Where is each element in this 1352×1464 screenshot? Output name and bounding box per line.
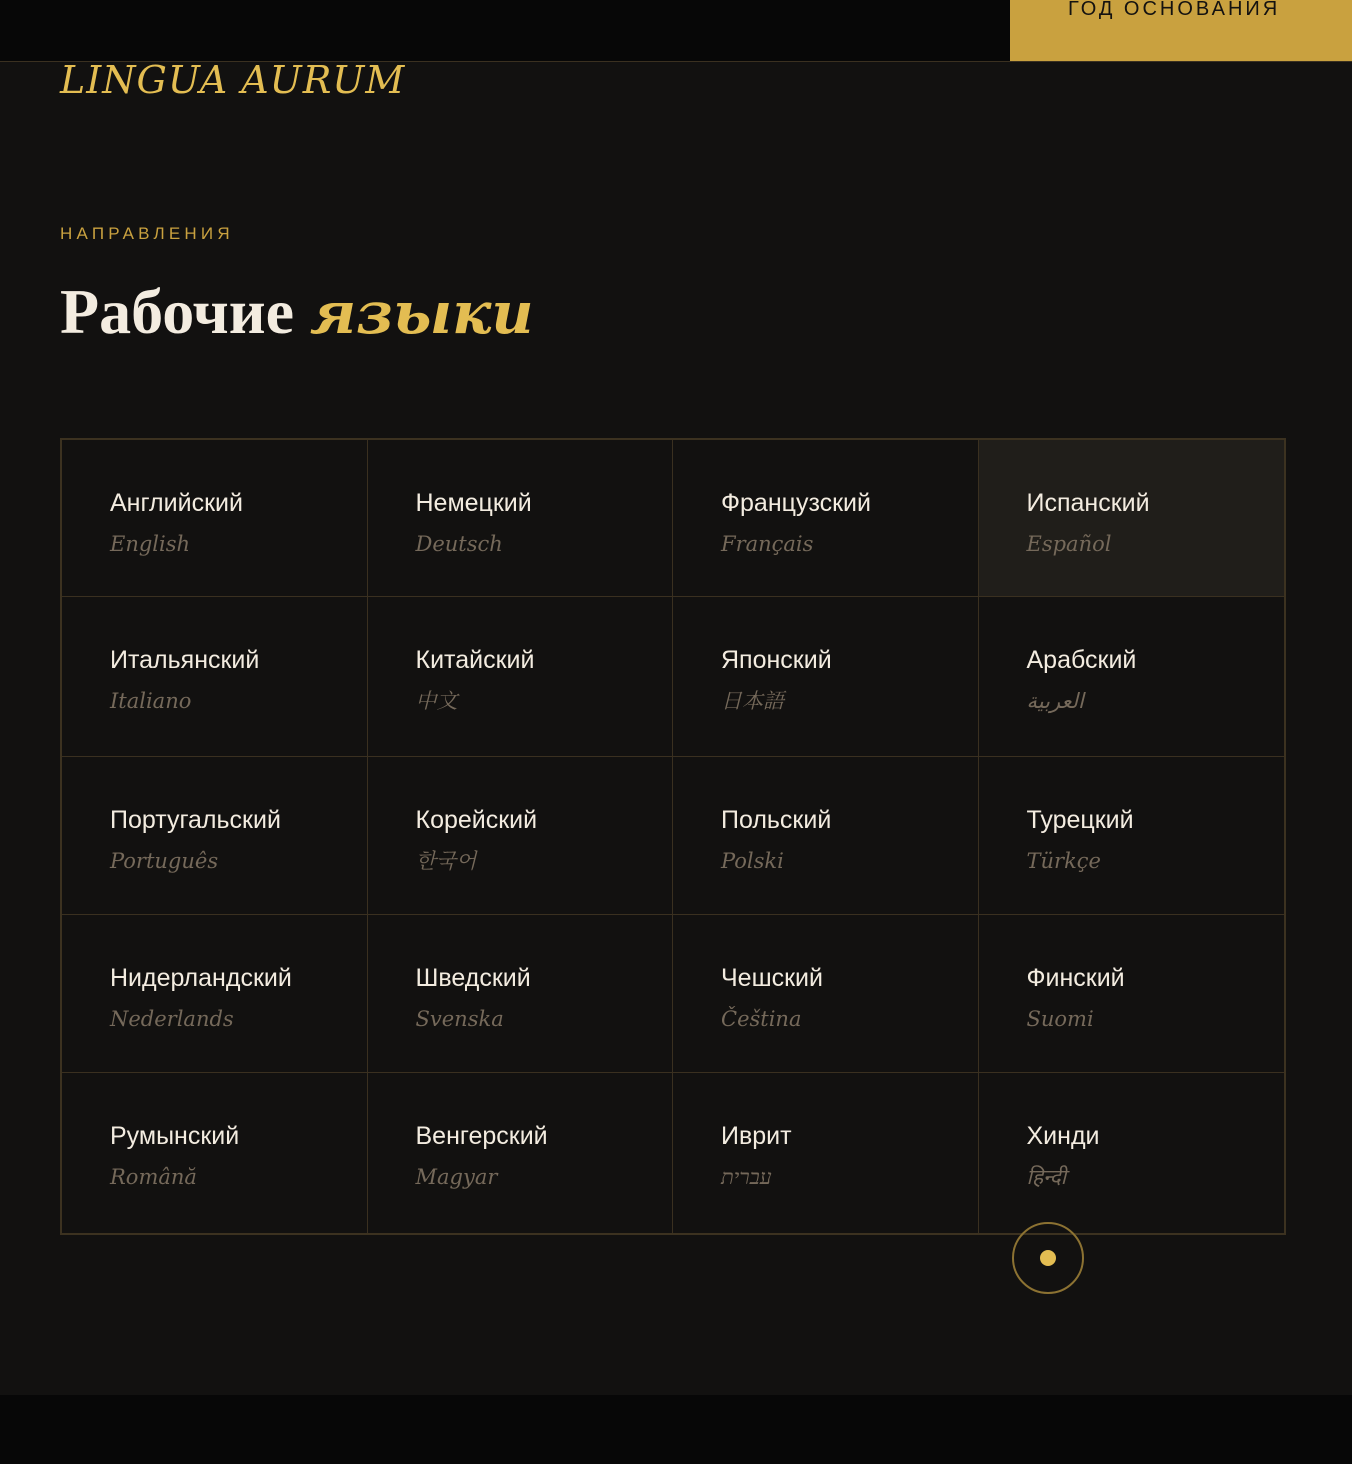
language-name-ru: Корейский [415, 806, 538, 834]
language-name-ru: Португальский [110, 806, 281, 834]
language-card[interactable] [979, 757, 1285, 915]
language-card[interactable] [979, 440, 1285, 597]
language-name-native: Suomi [1026, 1007, 1094, 1031]
language-card[interactable] [62, 915, 368, 1073]
language-card[interactable] [979, 915, 1285, 1073]
language-card[interactable] [368, 1073, 674, 1233]
language-name-native: Polski [721, 849, 784, 873]
language-name-ru: Чешский [721, 964, 823, 992]
title-main: Рабочие [60, 276, 294, 347]
language-name-native: Čeština [721, 1007, 802, 1031]
language-name-ru: Немецкий [415, 489, 532, 517]
title-accent: языки [309, 279, 534, 347]
language-card[interactable] [673, 1073, 979, 1233]
language-name-native: Español [1026, 532, 1112, 556]
language-name-native: Português [110, 849, 219, 873]
language-name-native: Deutsch [415, 532, 503, 556]
language-name-native: Svenska [415, 1007, 504, 1031]
language-name-ru: Шведский [415, 964, 531, 992]
language-name-ru: Румынский [110, 1122, 240, 1150]
language-card[interactable] [368, 440, 674, 597]
top-bar [0, 0, 1352, 62]
section-eyebrow: НАПРАВЛЕНИЯ [60, 224, 234, 243]
language-name-native: Nederlands [110, 1007, 234, 1031]
language-name-native: Română [110, 1165, 197, 1189]
language-card[interactable] [979, 597, 1285, 757]
language-name-native: Magyar [415, 1165, 498, 1189]
language-name-ru: Польский [721, 806, 832, 834]
language-name-ru: Китайский [415, 646, 535, 674]
language-name-ru: Хинди [1026, 1122, 1100, 1150]
language-card[interactable] [62, 1073, 368, 1233]
language-name-native: English [110, 532, 191, 556]
language-card[interactable] [673, 440, 979, 597]
founded-year-button[interactable]: ГОД ОСНОВАНИЯ [1010, 0, 1352, 61]
language-card[interactable] [979, 1073, 1285, 1233]
language-card[interactable] [673, 915, 979, 1073]
language-name-ru: Японский [721, 646, 832, 674]
language-card[interactable] [368, 757, 674, 915]
language-name-ru: Французский [721, 489, 871, 517]
language-name-ru: Итальянский [110, 646, 260, 674]
footer-bar [0, 1395, 1352, 1464]
language-name-native: 中文 [415, 689, 458, 713]
language-name-native: Türkçe [1026, 849, 1101, 873]
language-card[interactable] [62, 440, 368, 597]
language-name-ru: Арабский [1026, 646, 1137, 674]
language-name-ru: Испанский [1026, 489, 1150, 517]
section-title [60, 274, 534, 351]
language-name-ru: Английский [110, 489, 243, 517]
language-name-native: 日本語 [721, 689, 784, 713]
language-card[interactable] [673, 597, 979, 757]
language-name-native: العربية [1026, 689, 1084, 713]
language-card[interactable] [368, 915, 674, 1073]
language-name-native: Français [721, 532, 814, 556]
language-card[interactable] [62, 757, 368, 915]
language-name-native: 한국어 [415, 849, 477, 873]
brand-logo[interactable]: LINGUA AURUM [60, 58, 406, 102]
language-name-native: हिन्दी [1026, 1165, 1067, 1189]
language-name-native: Italiano [110, 689, 192, 713]
language-name-ru: Турецкий [1026, 806, 1134, 834]
language-name-ru: Венгерский [415, 1122, 548, 1150]
custom-cursor-dot [1040, 1250, 1056, 1266]
languages-grid [60, 438, 1286, 1235]
language-name-ru: Иврит [721, 1122, 792, 1150]
language-name-ru: Нидерландский [110, 964, 292, 992]
language-card[interactable] [62, 597, 368, 757]
language-name-native: עברית [721, 1165, 772, 1189]
language-name-ru: Финский [1026, 964, 1125, 992]
language-card[interactable] [368, 597, 674, 757]
language-card[interactable] [673, 757, 979, 915]
